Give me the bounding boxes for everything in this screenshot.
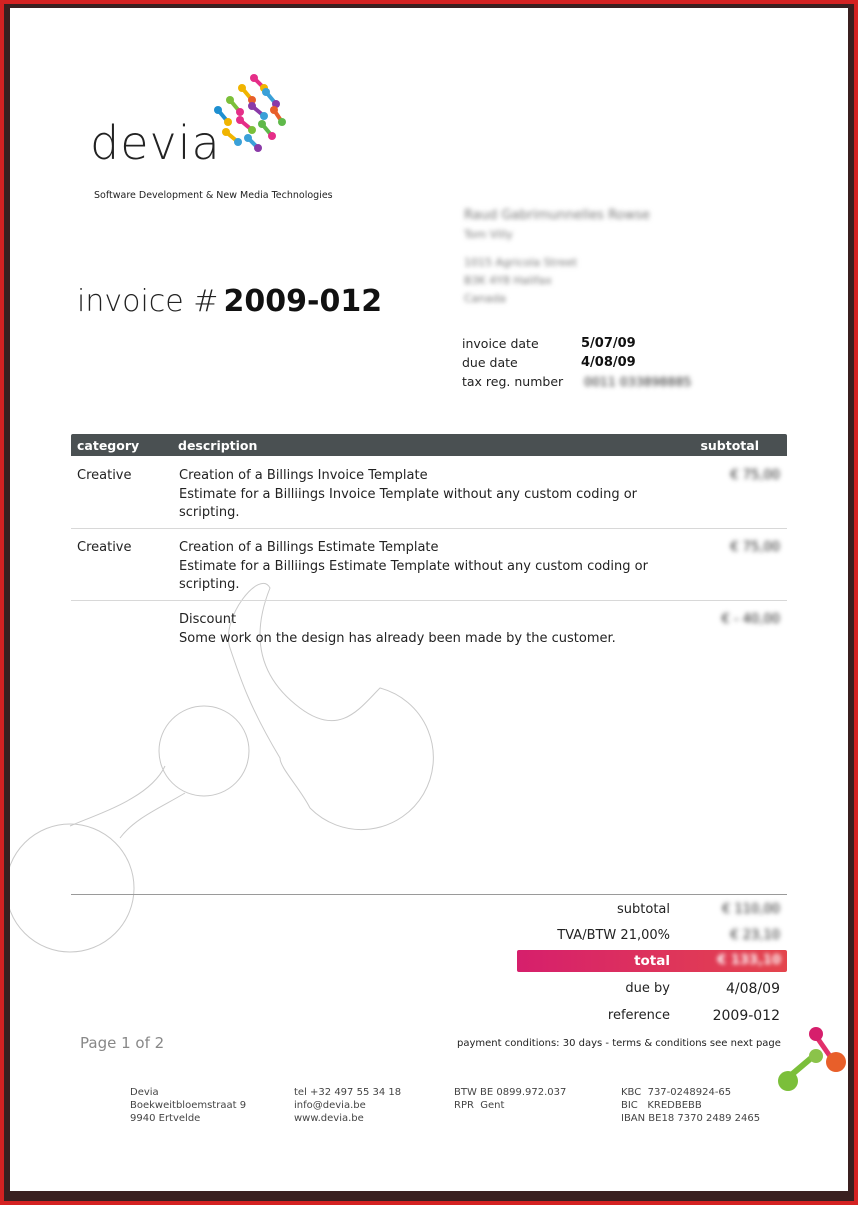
company-tagline: Software Development & New Media Technologies (94, 190, 333, 201)
row1-subtotal: € 75,00 (730, 468, 780, 483)
reference-label: reference (607, 1008, 670, 1023)
row-divider (71, 600, 787, 601)
table-header (71, 434, 787, 456)
header-description: description (178, 438, 258, 453)
footer-rpr: RPR Gent (454, 1100, 505, 1111)
invoice-date-value: 5/07/09 (581, 336, 636, 351)
footer-bic: BIC KREDBEBB (621, 1100, 702, 1111)
total-label: total (634, 953, 670, 969)
footer-street: Boekweitbloemstraat 9 (130, 1100, 247, 1111)
row-divider (71, 528, 787, 529)
due-date-value: 4/08/09 (581, 355, 636, 370)
page-number: Page 1 of 2 (80, 1034, 165, 1052)
due-date-label: due date (462, 355, 518, 370)
total-value: € 133,10 (717, 953, 781, 968)
total-bar (517, 950, 787, 972)
invoice-number: 2009-012 (223, 284, 383, 319)
footer-company: Devia (130, 1087, 159, 1098)
subtotal-label: subtotal (617, 902, 670, 917)
footer-website[interactable]: www.devia.be (294, 1113, 364, 1124)
footer-city: 9940 Ertvelde (130, 1113, 201, 1124)
client-street: 1015 Agricola Street (464, 256, 578, 269)
due-by-value: 4/08/09 (726, 981, 780, 997)
row2-category: Creative (77, 540, 132, 555)
row1-category: Creative (77, 468, 132, 483)
footer-email[interactable]: info@devia.be (294, 1100, 366, 1111)
row2-subtotal: € 75,00 (730, 540, 780, 555)
footer-registration (454, 1086, 566, 1112)
footer-contact (294, 1086, 401, 1125)
row2-description (179, 539, 659, 595)
client-country: Canada (464, 292, 506, 305)
row1-desc-line1: Estimate for a Billiings Invoice Template without any custom coding or (179, 486, 638, 502)
client-city: B3K 4Y8 Halifax (464, 274, 552, 287)
row2-desc-line1: Estimate for a Billiings Estimate Template without any custom coding or (179, 558, 648, 574)
row3-description (179, 611, 659, 648)
row1-title: Creation of a Billings Invoice Template (179, 468, 428, 483)
footer-phone: tel +32 497 55 34 18 (294, 1087, 402, 1098)
vat-value: € 23,10 (730, 928, 780, 943)
company-logo-text: devia (90, 116, 221, 170)
footer-address (130, 1086, 246, 1125)
row3-title: Discount (179, 612, 237, 627)
invoice-page (10, 8, 848, 1191)
row1-desc-line2: scripting. (179, 505, 240, 520)
client-contact: Tom Villy (464, 228, 513, 241)
footer-bank (621, 1086, 760, 1125)
invoice-label: invoice # (77, 284, 219, 319)
client-name: Raud Gabrimunnelles Rowse (464, 208, 650, 223)
footer-vat: BTW BE 0899.972.037 (454, 1087, 567, 1098)
row3-subtotal: € - 40,00 (721, 612, 780, 627)
footer-iban: IBAN BE18 7370 2489 2465 (621, 1113, 761, 1124)
vat-label: TVA/BTW 21,00% (557, 928, 670, 943)
footer-kbc: KBC 737-0248924-65 (621, 1087, 732, 1098)
logo-dots-icon (202, 70, 292, 160)
header-category: category (77, 438, 140, 453)
row2-title: Creation of a Billings Estimate Template (179, 540, 439, 555)
invoice-heading (77, 284, 382, 319)
invoice-date-label: invoice date (462, 336, 539, 351)
payment-conditions: payment conditions: 30 days - terms & conditions see next page (457, 1038, 781, 1049)
row1-description (179, 467, 659, 523)
tax-reg-value: 0011 033898885 (584, 374, 692, 389)
subtotal-value: € 110,00 (722, 902, 780, 917)
summary-divider (71, 894, 787, 895)
due-by-label: due by (625, 981, 670, 996)
row3-desc-line1: Some work on the design has already been made by the customer. (179, 630, 616, 646)
footer-molecule-icon (776, 1026, 848, 1098)
tax-reg-label: tax reg. number (462, 374, 564, 389)
header-subtotal: subtotal (700, 438, 759, 453)
reference-value: 2009-012 (712, 1008, 780, 1024)
row2-desc-line2: scripting. (179, 577, 240, 592)
